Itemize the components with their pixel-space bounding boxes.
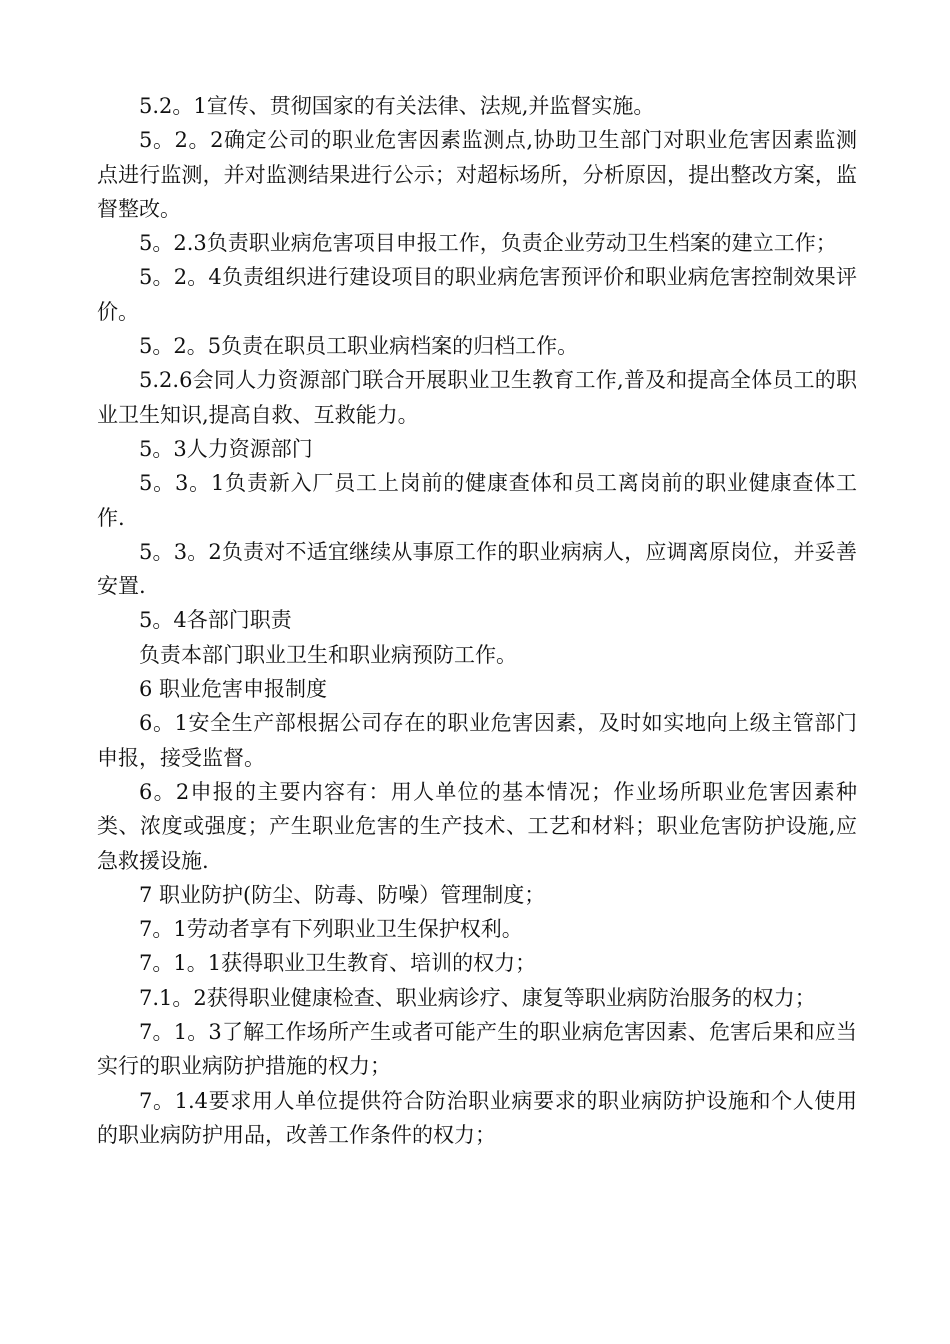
section-heading-7: 7 职业防护(防尘、防毒、防噪）管理制度； bbox=[139, 882, 546, 907]
paragraph-5-3-1: 5。3。1负责新入厂员工上岗前的健康查体和员工离岗前的职业健康查体工作. bbox=[97, 471, 857, 530]
paragraph-6-2: 6。2申报的主要内容有：用人单位的基本情况；作业场所职业危害因素种类、浓度或强度；产生职业危害的生产技术、工艺和材料；职业危害防护设施,应急救援设施. bbox=[97, 779, 857, 873]
paragraph-5-3-2: 5。3。2负责对不适宜继续从事原工作的职业病病人，应调离原岗位，并妥善安置. bbox=[97, 539, 857, 599]
paragraph-7-1: 7。1劳动者享有下列职业卫生保护权利。 bbox=[139, 917, 523, 942]
paragraph-7-1-3: 7。1。3了解工作场所产生或者可能产生的职业病危害因素、危害后果和应当实行的职业病防护措施的权力； bbox=[97, 1020, 857, 1079]
document-body bbox=[97, 89, 857, 1152]
paragraph-5-2-3: 5。2.3负责职业病危害项目申报工作，负责企业劳动卫生档案的建立工作； bbox=[139, 231, 837, 256]
paragraph-7-1-1: 7。1。1获得职业卫生教育、培训的权力； bbox=[139, 951, 537, 976]
paragraph-5-2-1: 5.2。1宣传、贯彻国家的有关法律、法规,并监督实施。 bbox=[139, 94, 655, 118]
paragraph-7-1-4: 7。1.4要求用人单位提供符合防治职业病要求的职业病防护设施和个人使用的职业病防护用品，改善工作条件的权力； bbox=[97, 1088, 857, 1147]
paragraph-6-1: 6。1安全生产部根据公司存在的职业危害因素，及时如实地向上级主管部门申报，接受监督。 bbox=[97, 711, 857, 770]
section-heading-6: 6 职业危害申报制度 bbox=[139, 677, 328, 702]
section-heading-5-4: 5。4各部门职责 bbox=[139, 608, 292, 633]
paragraph-5-2-4: 5。2。4负责组织进行建设项目的职业病危害预评价和职业病危害控制效果评价。 bbox=[97, 265, 857, 324]
paragraph-7-1-2: 7.1。2获得职业健康检查、职业病诊疗、康复等职业病防治服务的权力； bbox=[139, 985, 816, 1010]
section-heading-5-3: 5。3人力资源部门 bbox=[139, 436, 313, 461]
paragraph-5-2-5: 5。2。5负责在职员工职业病档案的归档工作。 bbox=[139, 334, 579, 359]
paragraph-5-4-body: 负责本部门职业卫生和职业病预防工作。 bbox=[139, 642, 517, 667]
paragraph-5-2-6: 5.2.6会同人力资源部门联合开展职业卫生教育工作,普及和提高全体员工的职业卫生知识,提高自救、互救能力。 bbox=[97, 368, 857, 427]
paragraph-5-2-2: 5。2。2确定公司的职业危害因素监测点,协助卫生部门对职业危害因素监测点进行监测，并对监测结果进行公示；对超标场所，分析原因，提出整改方案，监督整改。 bbox=[97, 128, 857, 221]
